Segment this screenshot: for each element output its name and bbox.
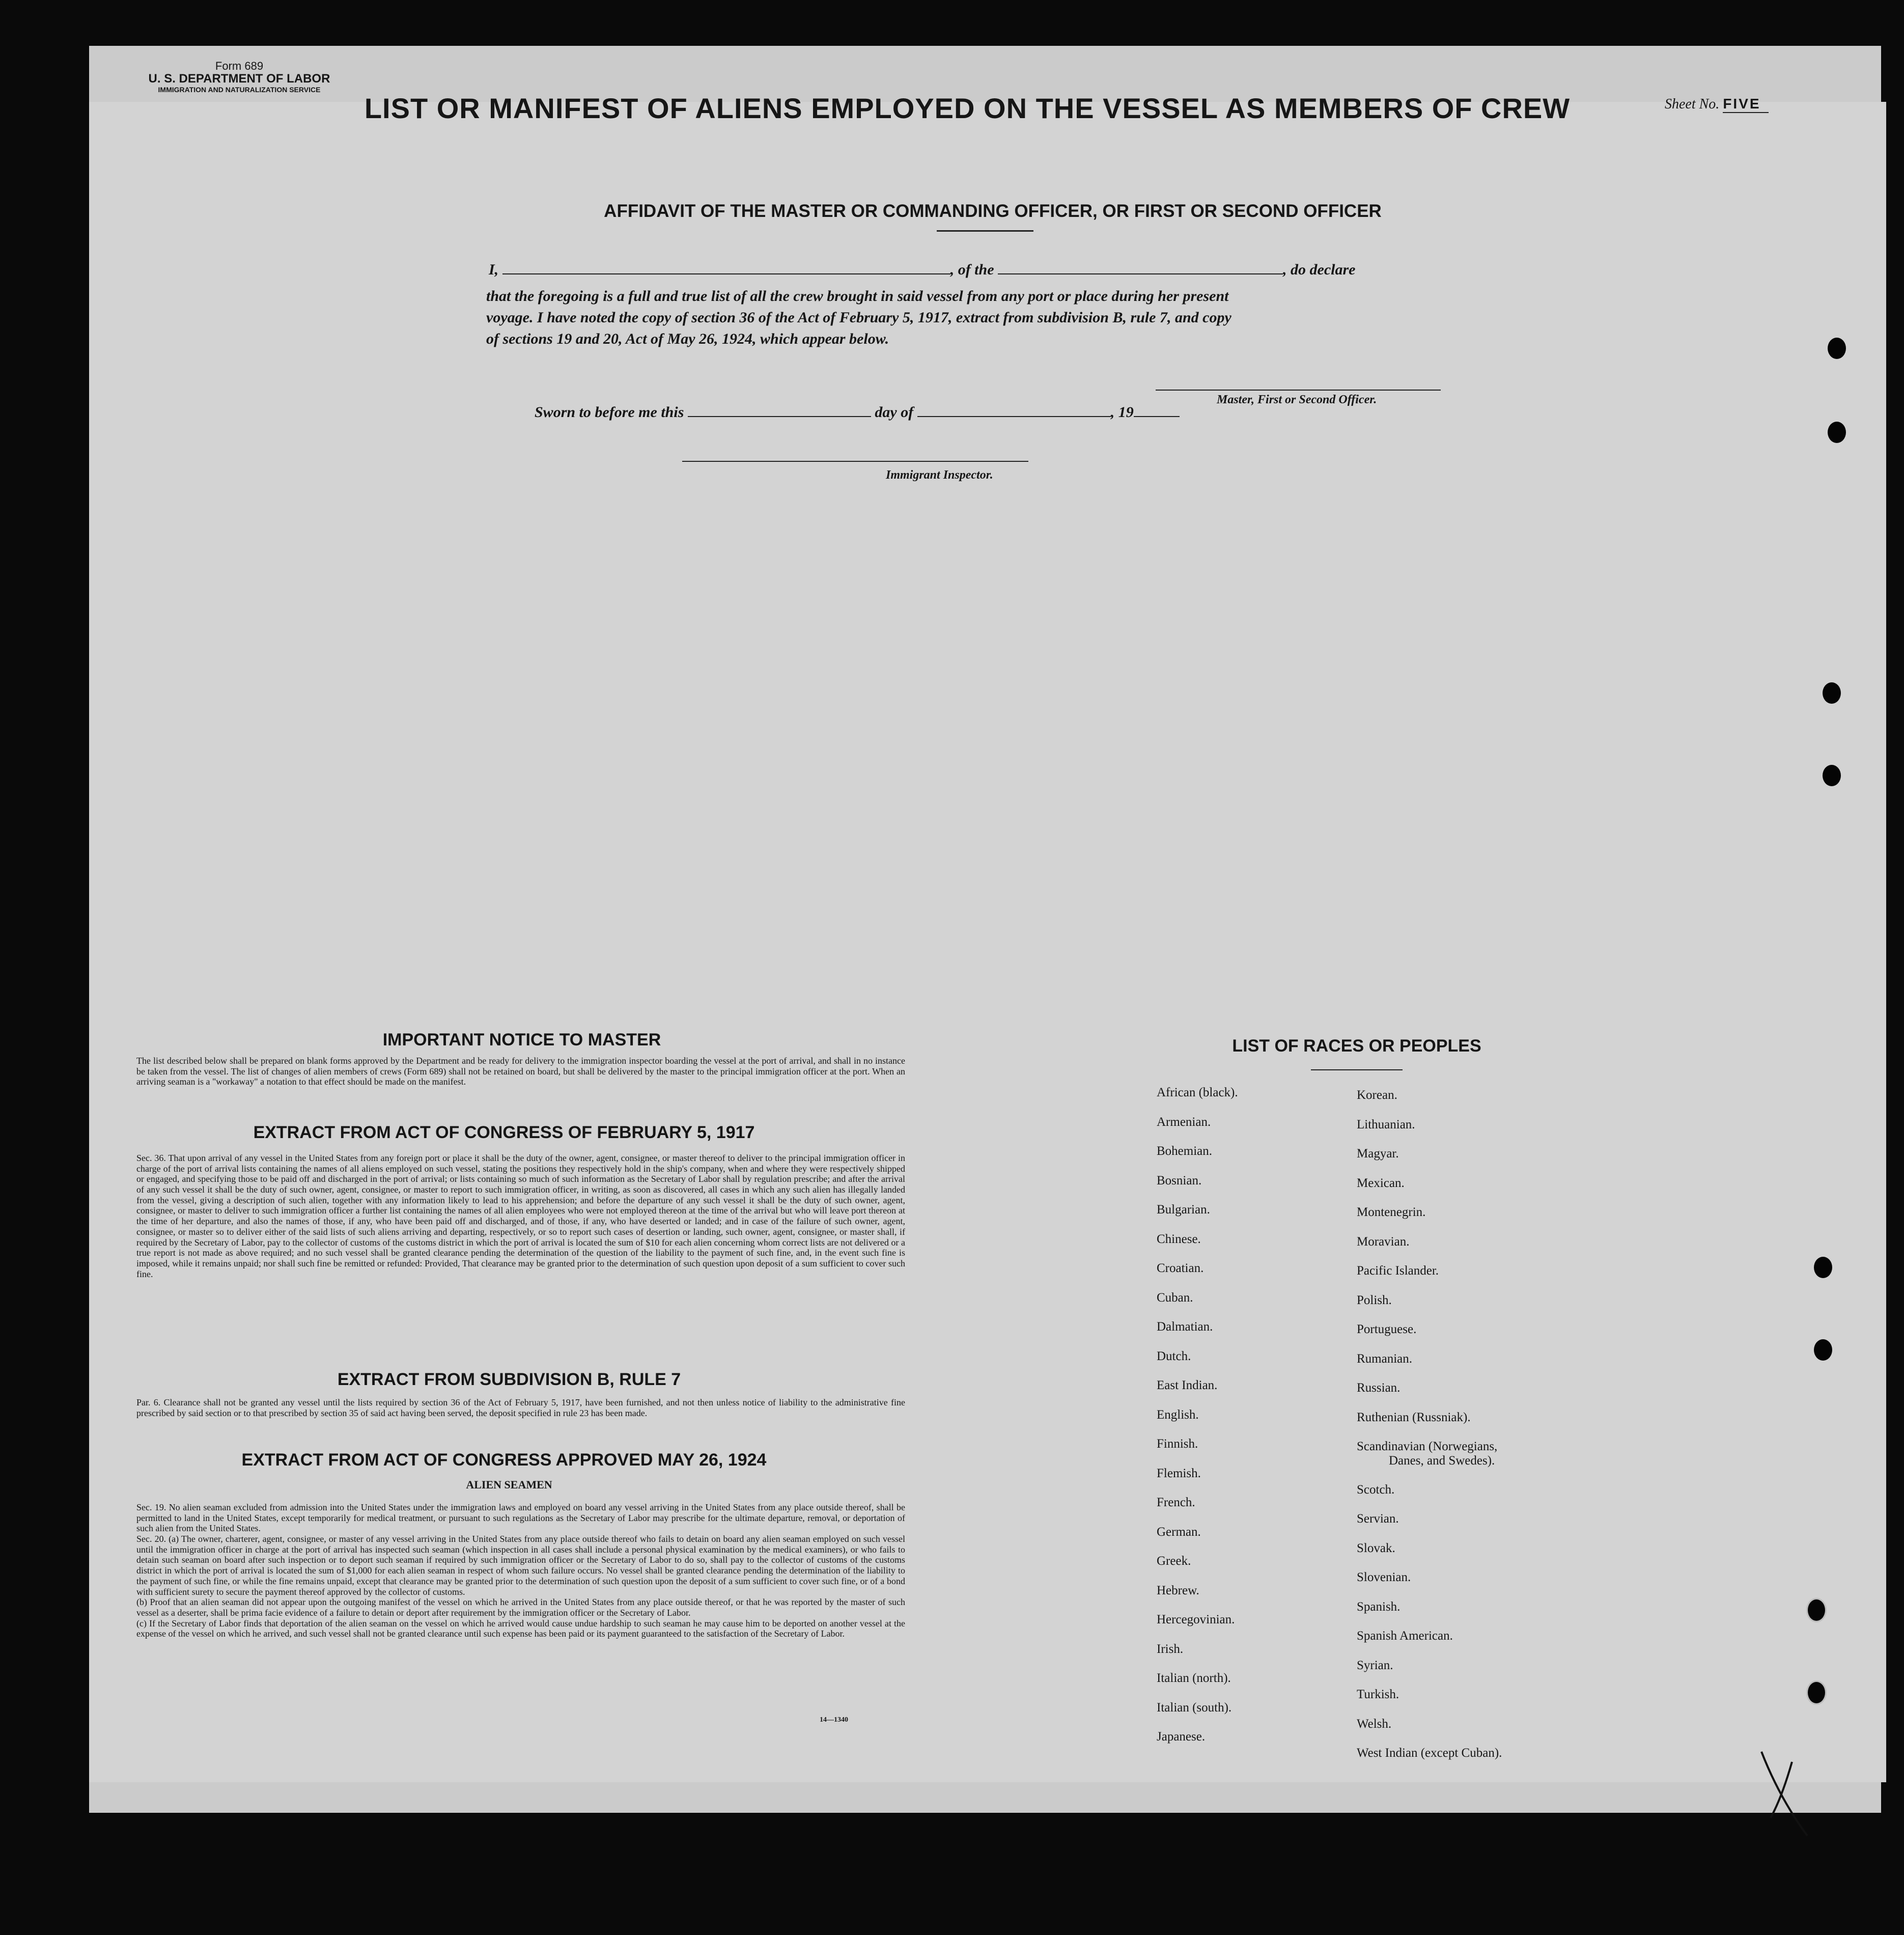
affidavit-title: AFFIDAVIT OF THE MASTER OR COMMANDING OFFICER, OR FIRST OR SECOND OFFICER xyxy=(604,201,1382,221)
race-item-left: East Indian. xyxy=(1157,1378,1218,1392)
extract-1917-heading: EXTRACT FROM ACT OF CONGRESS OF FEBRUARY 5, 1917 xyxy=(253,1123,755,1142)
department-name: U. S. DEPARTMENT OF LABOR xyxy=(148,72,330,86)
sworn-month-field[interactable] xyxy=(917,416,1111,417)
sec-20b-text: (b) Proof that an alien seaman did not appear upon the outgoing manifest of the vessel on which he arrived in the United States from any place outside thereof, or that he was reported by the master of such vessel as a deserter, shall be prima facie evidence of a failure to detain or deport after requirement by the immigration officer or the Secretary of Labor. xyxy=(136,1597,905,1618)
race-item-left: Armenian. xyxy=(1157,1115,1211,1129)
race-item-left: Finnish. xyxy=(1157,1437,1198,1451)
race-item-right: Rumanian. xyxy=(1357,1351,1413,1366)
race-item-right: Scotch. xyxy=(1357,1482,1395,1497)
race-item-left: African (black). xyxy=(1157,1086,1238,1099)
race-item-right: Spanish. xyxy=(1357,1599,1401,1614)
page-title: LIST OR MANIFEST OF ALIENS EMPLOYED ON THE VESSEL AS MEMBERS OF CREW xyxy=(364,92,1571,124)
name-field[interactable] xyxy=(502,273,950,274)
sec-20c-text: (c) If the Secretary of Labor finds that deportation of the alien seaman on the vessel on which he arrived would cause undue hardship to such seaman he may cause him to be deported on another vessel at the expense of the vessel on which he arrived, and such vessel shall not be granted clearance until such expense has been paid or its payment guaranteed to the satisfaction of the Secretary of Labor. xyxy=(136,1618,905,1639)
sec-20a-text: Sec. 20. (a) The owner, charterer, agent, consignee, or master of any vessel arriving in the United States from any place outside thereof who fails to detain on board any alien seaman employed on such vessel until the immigration officer in charge at the port of arrival has inspected such seaman (which inspection in all cases shall include a personal physical examination by the medical examiners), or who fails to detain such seaman on board after such inspection or to deport such seaman if required by such immigration officer or the Secretary of Labor to do so, shall pay to the collector of customs of the customs district in which the port of arrival is located the sum of $1,000 for each alien seaman in respect of whom such failure occurs. No vessel shall be granted clearance pending the determination of the liability to the payment of such fine, or while the fine remains unpaid, except that clearance may be granted prior to the determination of such question upon the deposit of a sum sufficient to cover such fine, or of a bond with sufficient surety to secure the payment thereof approved by the collector of customs. xyxy=(136,1534,905,1597)
binder-hole xyxy=(1823,682,1841,704)
race-item-right: Portuguese. xyxy=(1357,1322,1417,1336)
form-number: Form 689 xyxy=(215,60,264,72)
race-item-right: Scandinavian (Norwegians, xyxy=(1357,1440,1498,1453)
race-item-left: Bohemian. xyxy=(1157,1144,1213,1158)
extract-rule7-text: Par. 6. Clearance shall not be granted any vessel until the lists required by section 36 of the Act of February 5, 1917, have been furnished, and not then unless notice of liability to the administrative fine prescribed by said section or to that prescribed by section 35 of said act having been served, the deposit specified in rule 23 has been made. xyxy=(136,1397,905,1418)
race-item-left: Irish. xyxy=(1157,1642,1184,1656)
race-item-left: French. xyxy=(1157,1496,1195,1509)
race-item-right: Ruthenian (Russniak). xyxy=(1357,1410,1471,1424)
service-name: IMMIGRATION AND NATURALIZATION SERVICE xyxy=(158,85,321,94)
race-item-right: Magyar. xyxy=(1357,1147,1399,1160)
binder-hole xyxy=(1828,422,1846,443)
sheet-number-value: FIVE xyxy=(1723,96,1769,113)
affidavit-line1 xyxy=(489,261,1487,279)
race-item-right: Spanish American. xyxy=(1357,1629,1453,1643)
extract-1924-sections xyxy=(136,1502,905,1639)
race-item-left: Greek. xyxy=(1157,1554,1191,1568)
day-of-label: day of xyxy=(875,404,914,421)
notice-heading: IMPORTANT NOTICE TO MASTER xyxy=(382,1030,661,1049)
binder-hole xyxy=(1823,765,1841,786)
master-signature-line[interactable] xyxy=(1156,390,1441,391)
affidavit-do-declare: , do declare xyxy=(1283,261,1356,278)
binder-hole xyxy=(1806,1598,1827,1622)
binder-hole xyxy=(1828,338,1846,359)
race-item-left: Italian (north). xyxy=(1157,1671,1231,1685)
race-item-right: Mexican. xyxy=(1357,1176,1405,1190)
race-item-right: Slovak. xyxy=(1357,1541,1395,1555)
extract-rule7-heading: EXTRACT FROM SUBDIVISION B, RULE 7 xyxy=(337,1370,681,1389)
affidavit-of-the: , of the xyxy=(950,261,994,278)
binder-hole xyxy=(1806,1680,1827,1705)
race-item-right: Slovenian. xyxy=(1357,1570,1411,1584)
binder-hole xyxy=(1814,1257,1832,1278)
affidavit-i-label: I, xyxy=(489,261,499,278)
inspector-label: Immigrant Inspector. xyxy=(886,468,993,482)
race-item-left: Dutch. xyxy=(1157,1349,1191,1363)
sworn-label: Sworn to before me this xyxy=(535,404,684,421)
print-code: 14—1340 xyxy=(820,1716,848,1724)
sworn-year-field[interactable] xyxy=(1134,416,1180,417)
race-item-left: Bosnian. xyxy=(1157,1173,1202,1187)
race-item-left: Dalmatian. xyxy=(1157,1320,1213,1334)
race-item-right: Moravian. xyxy=(1357,1234,1410,1249)
handwritten-mark xyxy=(1751,1742,1823,1843)
extract-1924-heading: EXTRACT FROM ACT OF CONGRESS APPROVED MAY 26, 1924 xyxy=(241,1450,767,1470)
sworn-day-field[interactable] xyxy=(688,416,871,417)
race-item-right: Russian. xyxy=(1357,1381,1401,1395)
race-item-left: Italian (south). xyxy=(1157,1700,1232,1715)
inspector-signature-line[interactable] xyxy=(682,461,1028,462)
year-prefix: , 19 xyxy=(1110,404,1134,421)
master-label: Master, First or Second Officer. xyxy=(1217,393,1377,406)
extract-1924-subheading: ALIEN SEAMEN xyxy=(466,1478,552,1491)
divider xyxy=(1311,1069,1403,1070)
divider xyxy=(937,230,1033,232)
race-item-right: Polish. xyxy=(1357,1293,1392,1307)
sheet-number xyxy=(1665,96,1769,113)
race-item-left: Japanese. xyxy=(1157,1730,1206,1744)
race-item-left: Bulgarian. xyxy=(1157,1203,1210,1217)
races-heading: LIST OF RACES OR PEOPLES xyxy=(1232,1036,1481,1056)
race-item-left: Chinese. xyxy=(1157,1232,1201,1246)
race-item-right: West Indian (except Cuban). xyxy=(1357,1746,1502,1760)
race-item-left: Croatian. xyxy=(1157,1261,1204,1275)
race-item-right: Montenegrin. xyxy=(1357,1205,1426,1219)
sec-19-text: Sec. 19. No alien seaman excluded from admission into the United States under the immigration laws and employed on board any vessel arriving in the United States from any place outside thereof, shall be permitted to land in the United States, except temporarily for medical treatment, or pursuant to such regulations as the Secretary of Labor may prescribe for the ultimate departure, removal, or deportation of such alien from the United States. xyxy=(136,1502,905,1534)
affidavit-line2: that the foregoing is a full and true list of all the crew brought in said vessel from any port or place during her present xyxy=(486,288,1229,305)
race-item-left: Flemish. xyxy=(1157,1466,1201,1480)
sheet-number-label: Sheet No. xyxy=(1665,96,1720,112)
form-header xyxy=(148,60,331,94)
affidavit-line3: voyage. I have noted the copy of section 36 of the Act of February 5, 1917, extract from subdivision B, rule 7, and copy xyxy=(486,309,1231,326)
race-item-right: Turkish. xyxy=(1357,1688,1399,1701)
race-item-left: Hercegovinian. xyxy=(1157,1613,1235,1626)
extract-1917-text: Sec. 36. That upon arrival of any vessel in the United States from any foreign port or place it shall be the duty of the owner, agent, consignee, or master thereof to deliver to the principal immigration officer in charge of the port of arrival lists containing the names of all aliens employed on such vessel, stating the positions they respectively hold in the ship's company, when and where they were respectively shipped or engaged, and specifying those to be paid off and discharged in the port of arrival; or lists containing so much of such information as the Secretary of Labor shall by regulation prescribe; and after the arrival of any such vessel it shall be the duty of such owner, agent, consignee, or master to report to such immigration officer, in writing, as soon as discovered, all cases in which any such alien has illegally landed from the vessel, giving a description of such alien, together with any information likely to lead to his apprehension; and before the departure of any such vessel it shall be the duty of such owner, agent, consignee, or master to deliver to such immigration officer a further list containing the names of all alien employees who were not employed thereon at the time of the arrival but who will leave port thereon at the time of her departure, and also the names of those, if any, who have been paid off and discharged, and of those, if any, who have deserted or landed; and in case of the failure of such owner, agent, consignee, or master so to deliver either of the said lists of such aliens arriving and departing, respectively, or so to report such cases of desertion or landing, such owner, agent, consignee, or master shall, if required by the Secretary of Labor, pay to the collector of customs of the customs district in which the port of arrival is located the sum of $10 for each alien concerning whom correct lists are not delivered or a true report is not made as above required; and no such vessel shall be granted clearance pending the determination of the question of the liability to the payment of such fine, and, in the event such fine is imposed, while it remains unpaid; nor shall such fine be remitted or refunded: Provided, That clearance may be granted prior to the determination of such question upon deposit of a sum sufficient to cover such fine. xyxy=(136,1153,905,1279)
sworn-line xyxy=(535,404,1298,421)
race-item-left: German. xyxy=(1157,1525,1201,1539)
race-item-right: Pacific Islander. xyxy=(1357,1264,1439,1278)
notice-text: The list described below shall be prepared on blank forms approved by the Department and be ready for delivery to the immigration inspector boarding the vessel at the port of arrival, and shall in no instance be taken from the vessel. The list of changes of alien members of crews (Form 689) shall not be retained on board, but shall be delivered by the master to the principal immigration officer at the port. When an arriving seaman is a "workaway" a notation to that effect should be made on the manifest. xyxy=(136,1056,905,1087)
race-item-right: Lithuanian. xyxy=(1357,1117,1415,1131)
race-item-left: Hebrew. xyxy=(1157,1583,1199,1597)
race-item-right: Servian. xyxy=(1357,1512,1399,1526)
race-item-right: Welsh. xyxy=(1357,1717,1392,1731)
race-item-right: Danes, and Swedes). xyxy=(1389,1453,1495,1468)
race-item-left: Cuban. xyxy=(1157,1290,1193,1305)
vessel-field[interactable] xyxy=(998,273,1283,274)
race-item-right: Syrian. xyxy=(1357,1658,1393,1672)
race-item-right: Korean. xyxy=(1357,1088,1397,1102)
binder-hole xyxy=(1814,1339,1832,1361)
race-item-left: English. xyxy=(1157,1407,1199,1422)
affidavit-line4: of sections 19 and 20, Act of May 26, 1924, which appear below. xyxy=(486,330,889,347)
